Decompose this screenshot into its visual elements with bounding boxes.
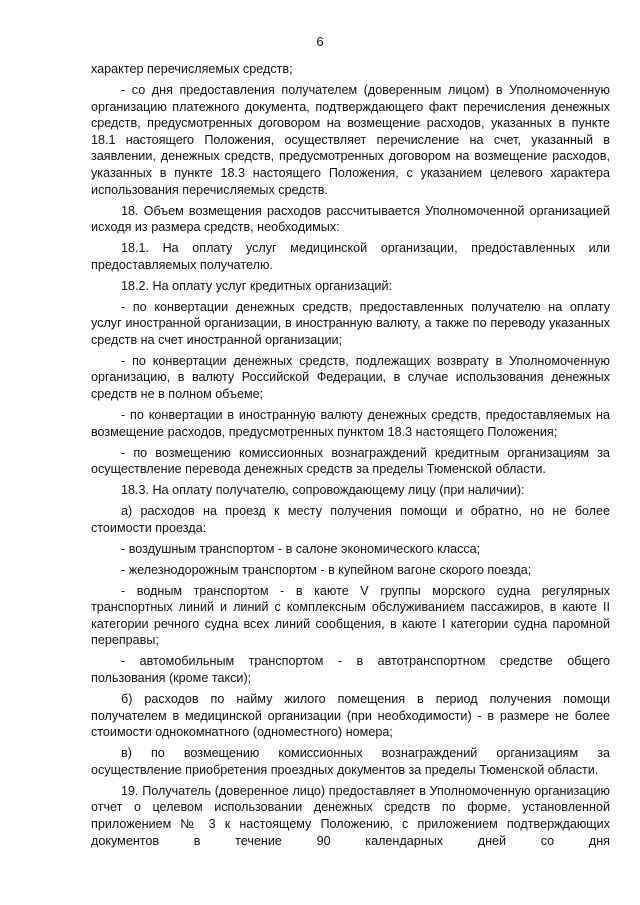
paragraph: - железнодорожным транспортом - в купейном вагоне скорого поезда; [121, 562, 532, 577]
paragraph: 18.1. На оплату услуг медицинской организации, предоставленных или предоставляемых получателю. [91, 241, 610, 272]
paragraph: в) по возмещению комиссионных вознаграждений организациям за осуществление приобретения проездных документов за пределы Тюменской области. [91, 746, 610, 777]
paragraph: - по конвертации в иностранную валюту денежных средств, предоставляемых на возмещение расходов, предусмотренных пунктом 18.3 настоящего Положения; [91, 408, 610, 439]
paragraph: - по конвертации денежных средств, предоставленных получателю на оплату услуг иностранной организации, в иностранную валюту, а также по переводу указанных средств на счет иностранной организации; [91, 299, 610, 347]
paragraph: - со дня предоставления получателем (доверенным лицом) в Уполномоченную организацию платежного документа, подтверждающего факт перечисления денежных средств, предусмотренных договором на возмещение расходов, указанных в пункте 18.1 настоящего Положения, осуществляет перечисление на счет, указанный в заявлении, денежных средств, предусмотренных договором на возмещение расходов, указанных в пункте 18.3 настоящего Положения, с указанием целевого характера использования перечисляемых средств. [91, 82, 610, 197]
paragraph: - по конвертации денежных средств, подлежащих возврату в Уполномоченную организацию, в валюту Российской Федерации, в случае использования денежных средств не в полном объеме; [91, 353, 610, 402]
paragraph: - воздушным транспортом - в салоне экономического класса; [121, 541, 481, 556]
paragraph: - водным транспортом - в каюте V группы морского судна регулярных транспортных линий и линий с комплексным обслуживанием пассажиров, в каюте II категории речного судна всех линий сообщения, в каюте I категории судна паромной переправы; [91, 583, 610, 648]
document-body [91, 61, 610, 854]
paragraph: 19. Получатель (доверенное лицо) предоставляет в Уполномоченную организацию отчет о целевом использовании денежных средств по форме, установленной приложением № 3 к настоящему Положению, с приложением подтверждающих документов в течение 90 календарных дней со дня [91, 783, 610, 848]
paragraph: а) расходов на проезд к месту получения помощи и обратно, но не более стоимости проезда: [91, 504, 610, 535]
paragraph: - автомобильным транспортом - в автотранспортном средстве общего пользования (кроме такси); [91, 654, 610, 686]
paragraph: 18.2. На оплату услуг кредитных организаций: [121, 278, 392, 293]
page-number: 6 [316, 34, 324, 49]
paragraph: характер перечисляемых средств; [91, 62, 293, 76]
paragraph: 18. Объем возмещения расходов рассчитывается Уполномоченной организацией исходя из размера средств, необходимых: [91, 203, 610, 235]
paragraph: 18.3. На оплату получателю, сопровождающему лицу (при наличии): [121, 483, 525, 498]
paragraph: - по возмещению комиссионных вознаграждений кредитным организациям за осуществление перевода денежных средств за пределы Тюменской области. [91, 445, 610, 477]
paragraph: б) расходов по найму жилого помещения в период получения помощи получателем в медицинской организации (при необходимости) - в размере не более стоимости однокомнатного (одноместного) номера; [91, 692, 610, 740]
